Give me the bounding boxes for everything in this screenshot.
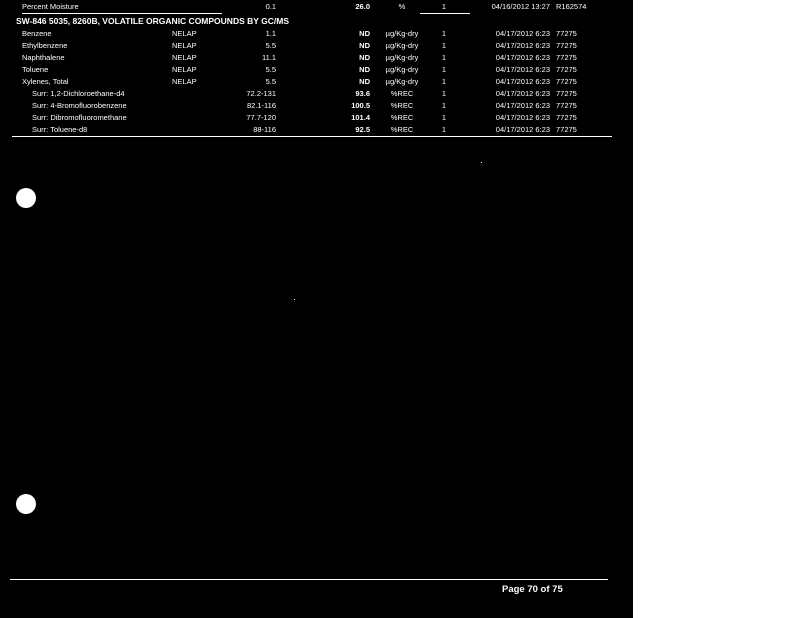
row-rule <box>420 13 470 14</box>
result-value: 88-116 <box>253 125 276 134</box>
punch-hole <box>16 494 36 514</box>
qualifier-value: ND <box>359 29 370 38</box>
batch-id: R162574 <box>556 2 587 11</box>
table-row <box>0 28 633 40</box>
qualifier-value: 101.4 <box>351 113 370 122</box>
units-value: %REC <box>390 89 414 98</box>
result-value: 5.5 <box>265 41 276 50</box>
units-value: µg/Kg-dry <box>385 77 419 86</box>
result-value: 72.2-131 <box>246 89 276 98</box>
analyte-name: Toluene <box>22 65 49 74</box>
units-value: µg/Kg-dry <box>385 65 419 74</box>
batch-id: 77275 <box>556 41 577 50</box>
batch-id: 77275 <box>556 101 577 110</box>
units-value: %REC <box>390 125 414 134</box>
surrogate-row <box>0 112 633 124</box>
analysis-date: 04/17/2012 6:23 <box>495 113 550 122</box>
qualifier-value: ND <box>359 53 370 62</box>
scan-speck <box>481 162 482 163</box>
result-value: 5.5 <box>265 77 276 86</box>
batch-id: 77275 <box>556 65 577 74</box>
dilution-value: 1 <box>441 53 447 62</box>
analyte-name: Percent Moisture <box>22 2 79 11</box>
table-row <box>0 52 633 64</box>
analysis-date: 04/17/2012 6:23 <box>495 65 550 74</box>
analyte-name: Benzene <box>22 29 52 38</box>
surrogate-row <box>0 88 633 100</box>
analyte-name: Xylenes, Total <box>22 77 69 86</box>
analyte-name: Surr: Toluene-d8 <box>32 125 88 134</box>
table-row <box>0 64 633 76</box>
batch-id: 77275 <box>556 89 577 98</box>
dilution-value: 1 <box>441 89 447 98</box>
analysis-date: 04/17/2012 6:23 <box>495 125 550 134</box>
qualifier-value: 100.5 <box>351 101 370 110</box>
dilution-value: 1 <box>441 77 447 86</box>
result-value: 0.1 <box>265 2 276 11</box>
units-value: %REC <box>390 113 414 122</box>
analysis-date: 04/17/2012 6:23 <box>495 41 550 50</box>
certification: NELAP <box>172 29 197 38</box>
result-value: 77.7-120 <box>246 113 276 122</box>
table-row <box>0 40 633 52</box>
table-end-rule <box>12 136 612 137</box>
dilution-value: 1 <box>441 113 447 122</box>
analyte-name: Surr: 4-Bromofluorobenzene <box>32 101 127 110</box>
analyte-name: Surr: Dibromofluoromethane <box>32 113 127 122</box>
analyte-name: Naphthalene <box>22 53 65 62</box>
analysis-date: 04/17/2012 6:23 <box>495 53 550 62</box>
certification: NELAP <box>172 41 197 50</box>
surrogate-row <box>0 124 633 136</box>
moisture-row <box>0 1 633 13</box>
certification: NELAP <box>172 53 197 62</box>
dilution-value: 1 <box>441 29 447 38</box>
dilution-value: 1 <box>441 2 447 11</box>
dilution-value: 1 <box>441 101 447 110</box>
footer-rule <box>10 579 608 580</box>
certification: NELAP <box>172 65 197 74</box>
analyte-name: Ethylbenzene <box>22 41 68 50</box>
page-number: Page 70 of 75 <box>502 584 563 595</box>
qualifier-value: ND <box>359 41 370 50</box>
batch-id: 77275 <box>556 53 577 62</box>
analyte-name: Surr: 1,2-Dichloroethane-d4 <box>32 89 125 98</box>
surrogate-row <box>0 100 633 112</box>
result-value: 11.1 <box>261 53 276 62</box>
qualifier-value: 92.5 <box>355 125 370 134</box>
units-value: µg/Kg-dry <box>385 53 419 62</box>
analysis-date: 04/17/2012 6:23 <box>495 89 550 98</box>
certification: NELAP <box>172 77 197 86</box>
qualifier-value: ND <box>359 65 370 74</box>
scan-speck <box>294 299 295 300</box>
units-value: µg/Kg-dry <box>385 29 419 38</box>
batch-id: 77275 <box>556 29 577 38</box>
qualifier-value: 93.6 <box>355 89 370 98</box>
dilution-value: 1 <box>441 41 447 50</box>
analysis-date: 04/17/2012 6:23 <box>495 29 550 38</box>
section-title: SW-846 5035, 8260B, VOLATILE ORGANIC COMPOUNDS BY GC/MS <box>16 16 289 26</box>
analysis-date: 04/17/2012 6:23 <box>495 101 550 110</box>
units-value: % <box>398 2 406 11</box>
punch-hole <box>16 188 36 208</box>
result-value: 82.1-116 <box>246 101 276 110</box>
analysis-date: 04/16/2012 13:27 <box>491 2 550 11</box>
dilution-value: 1 <box>441 125 447 134</box>
qualifier-value: 26.0 <box>355 2 370 11</box>
units-value: %REC <box>390 101 414 110</box>
result-value: 1.1 <box>265 29 276 38</box>
units-value: µg/Kg-dry <box>385 41 419 50</box>
batch-id: 77275 <box>556 125 577 134</box>
dilution-value: 1 <box>441 65 447 74</box>
table-row <box>0 76 633 88</box>
batch-id: 77275 <box>556 113 577 122</box>
analysis-date: 04/17/2012 6:23 <box>495 77 550 86</box>
batch-id: 77275 <box>556 77 577 86</box>
result-value: 5.5 <box>265 65 276 74</box>
qualifier-value: ND <box>359 77 370 86</box>
